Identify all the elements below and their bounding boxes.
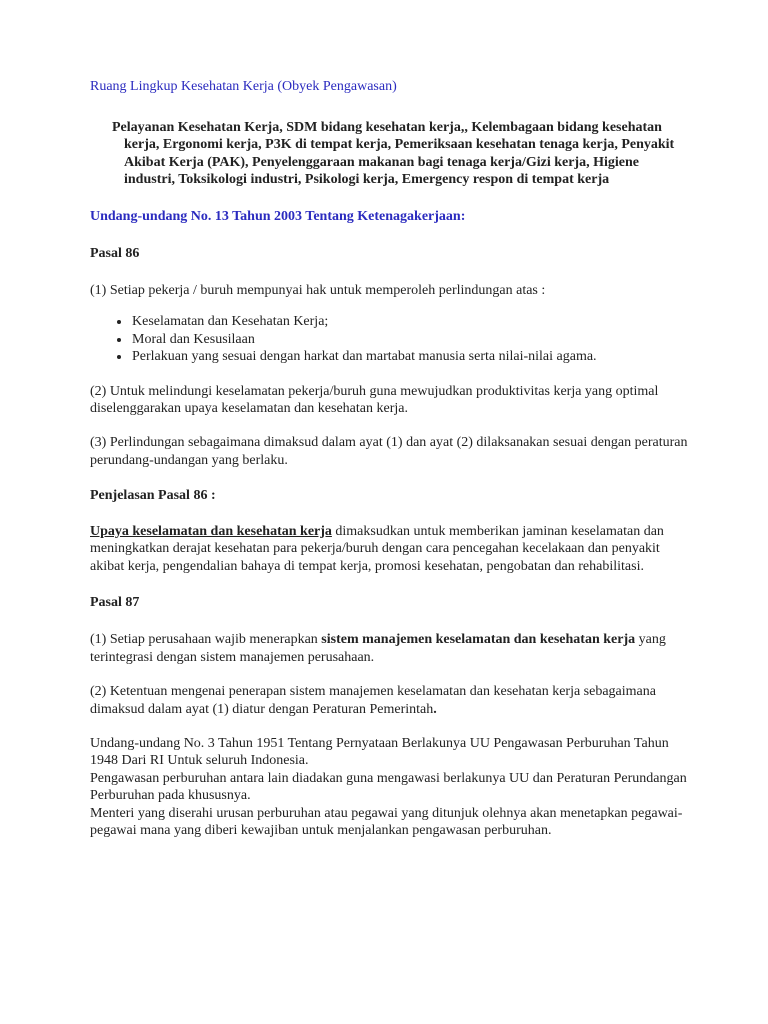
list-item: • Perlakuan yang sesuai dengan harkat dan martabat manusia serta nilai-nilai agama. [131,348,690,365]
pasal-87-ayat-2-end: . [433,701,437,717]
pasal-87-ayat-1 [90,631,690,666]
pasal-87-ayat-1-pre: (1) Setiap perusahaan wajib menerapkan [90,632,322,648]
ruang-lingkup-list: Pelayanan Kesehatan Kerja, SDM bidang kesehatan kerja,, Kelembagaan bidang kesehatan kerja, Ergonomi kerja, P3K di tempat kerja, Pemeriksaan kesehatan tenaga kerja, Penyakit Akibat Kerja (PAK), Penyelenggaraan makanan bagi tenaga kerja/Gizi kerja, Higiene industri, Toksikologi industri, Psikologi kerja, Emergency respon di tempat kerja [112,120,675,188]
uu-3-line-2: Pengawasan perburuhan antara lain diadakan guna mengawasi berlakunya UU dan Peraturan Perundangan Perburuhan pada khususnya. [90,770,687,804]
pasal-86-ayat-1: (1) Setiap pekerja / buruh mempunyai hak untuk memperoleh perlindungan atas : [90,283,546,299]
uu-3-line-1: Undang-undang No. 3 Tahun 1951 Tentang Pernyataan Berlakunya UU Pengawasan Perburuhan Tahun 1948 Dari RI Untuk seluruh Indonesia. [90,735,669,769]
document-page [90,78,690,839]
pasal-87-ayat-2-text: (2) Ketentuan mengenai penerapan sistem manajemen keselamatan dan kesehatan kerja sebagaimana dimaksud dalam ayat (1) diatur dengan Peraturan Pemerintah [90,684,656,717]
pasal-86-ayat-3: (3) Perlindungan sebagaimana dimaksud dalam ayat (1) dan ayat (2) dilaksanakan sesuai dengan peraturan perundang-undangan yang berlaku. [90,435,688,468]
penjelasan-body: dimaksudkan untuk memberikan jaminan keselamatan dan meningkatkan derajat kesehatan para pekerja/buruh dengan cara pencegahan kecelakaan dan penyakit akibat kerja, pengendalian bahaya di tempat kerja, promosi kesehatan, pengobatan dan rehabilitasi. [90,523,664,574]
pasal-86-bullet-list [90,313,690,365]
penjelasan-term: Upaya keselamatan dan kesehatan kerja [90,523,332,539]
pasal-87-ayat-1-post: yang terintegrasi dengan sistem manajemen perusahaan. [90,632,666,665]
list-item: • Moral dan Kesusilaan [131,331,690,348]
penjelasan-pasal-86-title: Penjelasan Pasal 86 : [90,488,216,504]
pasal-87-ayat-2 [90,683,690,718]
list-item: • Keselamatan dan Kesehatan Kerja; [131,313,690,330]
section-title-uu-13: Undang-undang No. 13 Tahun 2003 Tentang Ketenagakerjaan: [90,208,466,224]
pasal-86-title: Pasal 86 [90,245,140,261]
pasal-87-ayat-1-bold: sistem manajemen keselamatan dan kesehatan kerja [321,632,636,648]
uu-3-line-3: Menteri yang diserahi urusan perburuhan atau pegawai yang ditunjuk olehnya akan menetapkan pegawai-pegawai mana yang diberi kewajiban untuk menjalankan pengawasan perburuhan. [90,805,683,838]
penjelasan-pasal-86-text [90,523,690,575]
uu-3-paragraph [90,735,690,839]
pasal-87-title: Pasal 87 [90,594,140,610]
pasal-86-ayat-2: (2) Untuk melindungi keselamatan pekerja/buruh guna mewujudkan produktivitas kerja yang optimal diselenggarakan upaya keselamatan dan kesehatan kerja. [90,383,659,417]
section-title-ruang-lingkup: Ruang Lingkup Kesehatan Kerja (Obyek Pengawasan) [90,79,397,94]
